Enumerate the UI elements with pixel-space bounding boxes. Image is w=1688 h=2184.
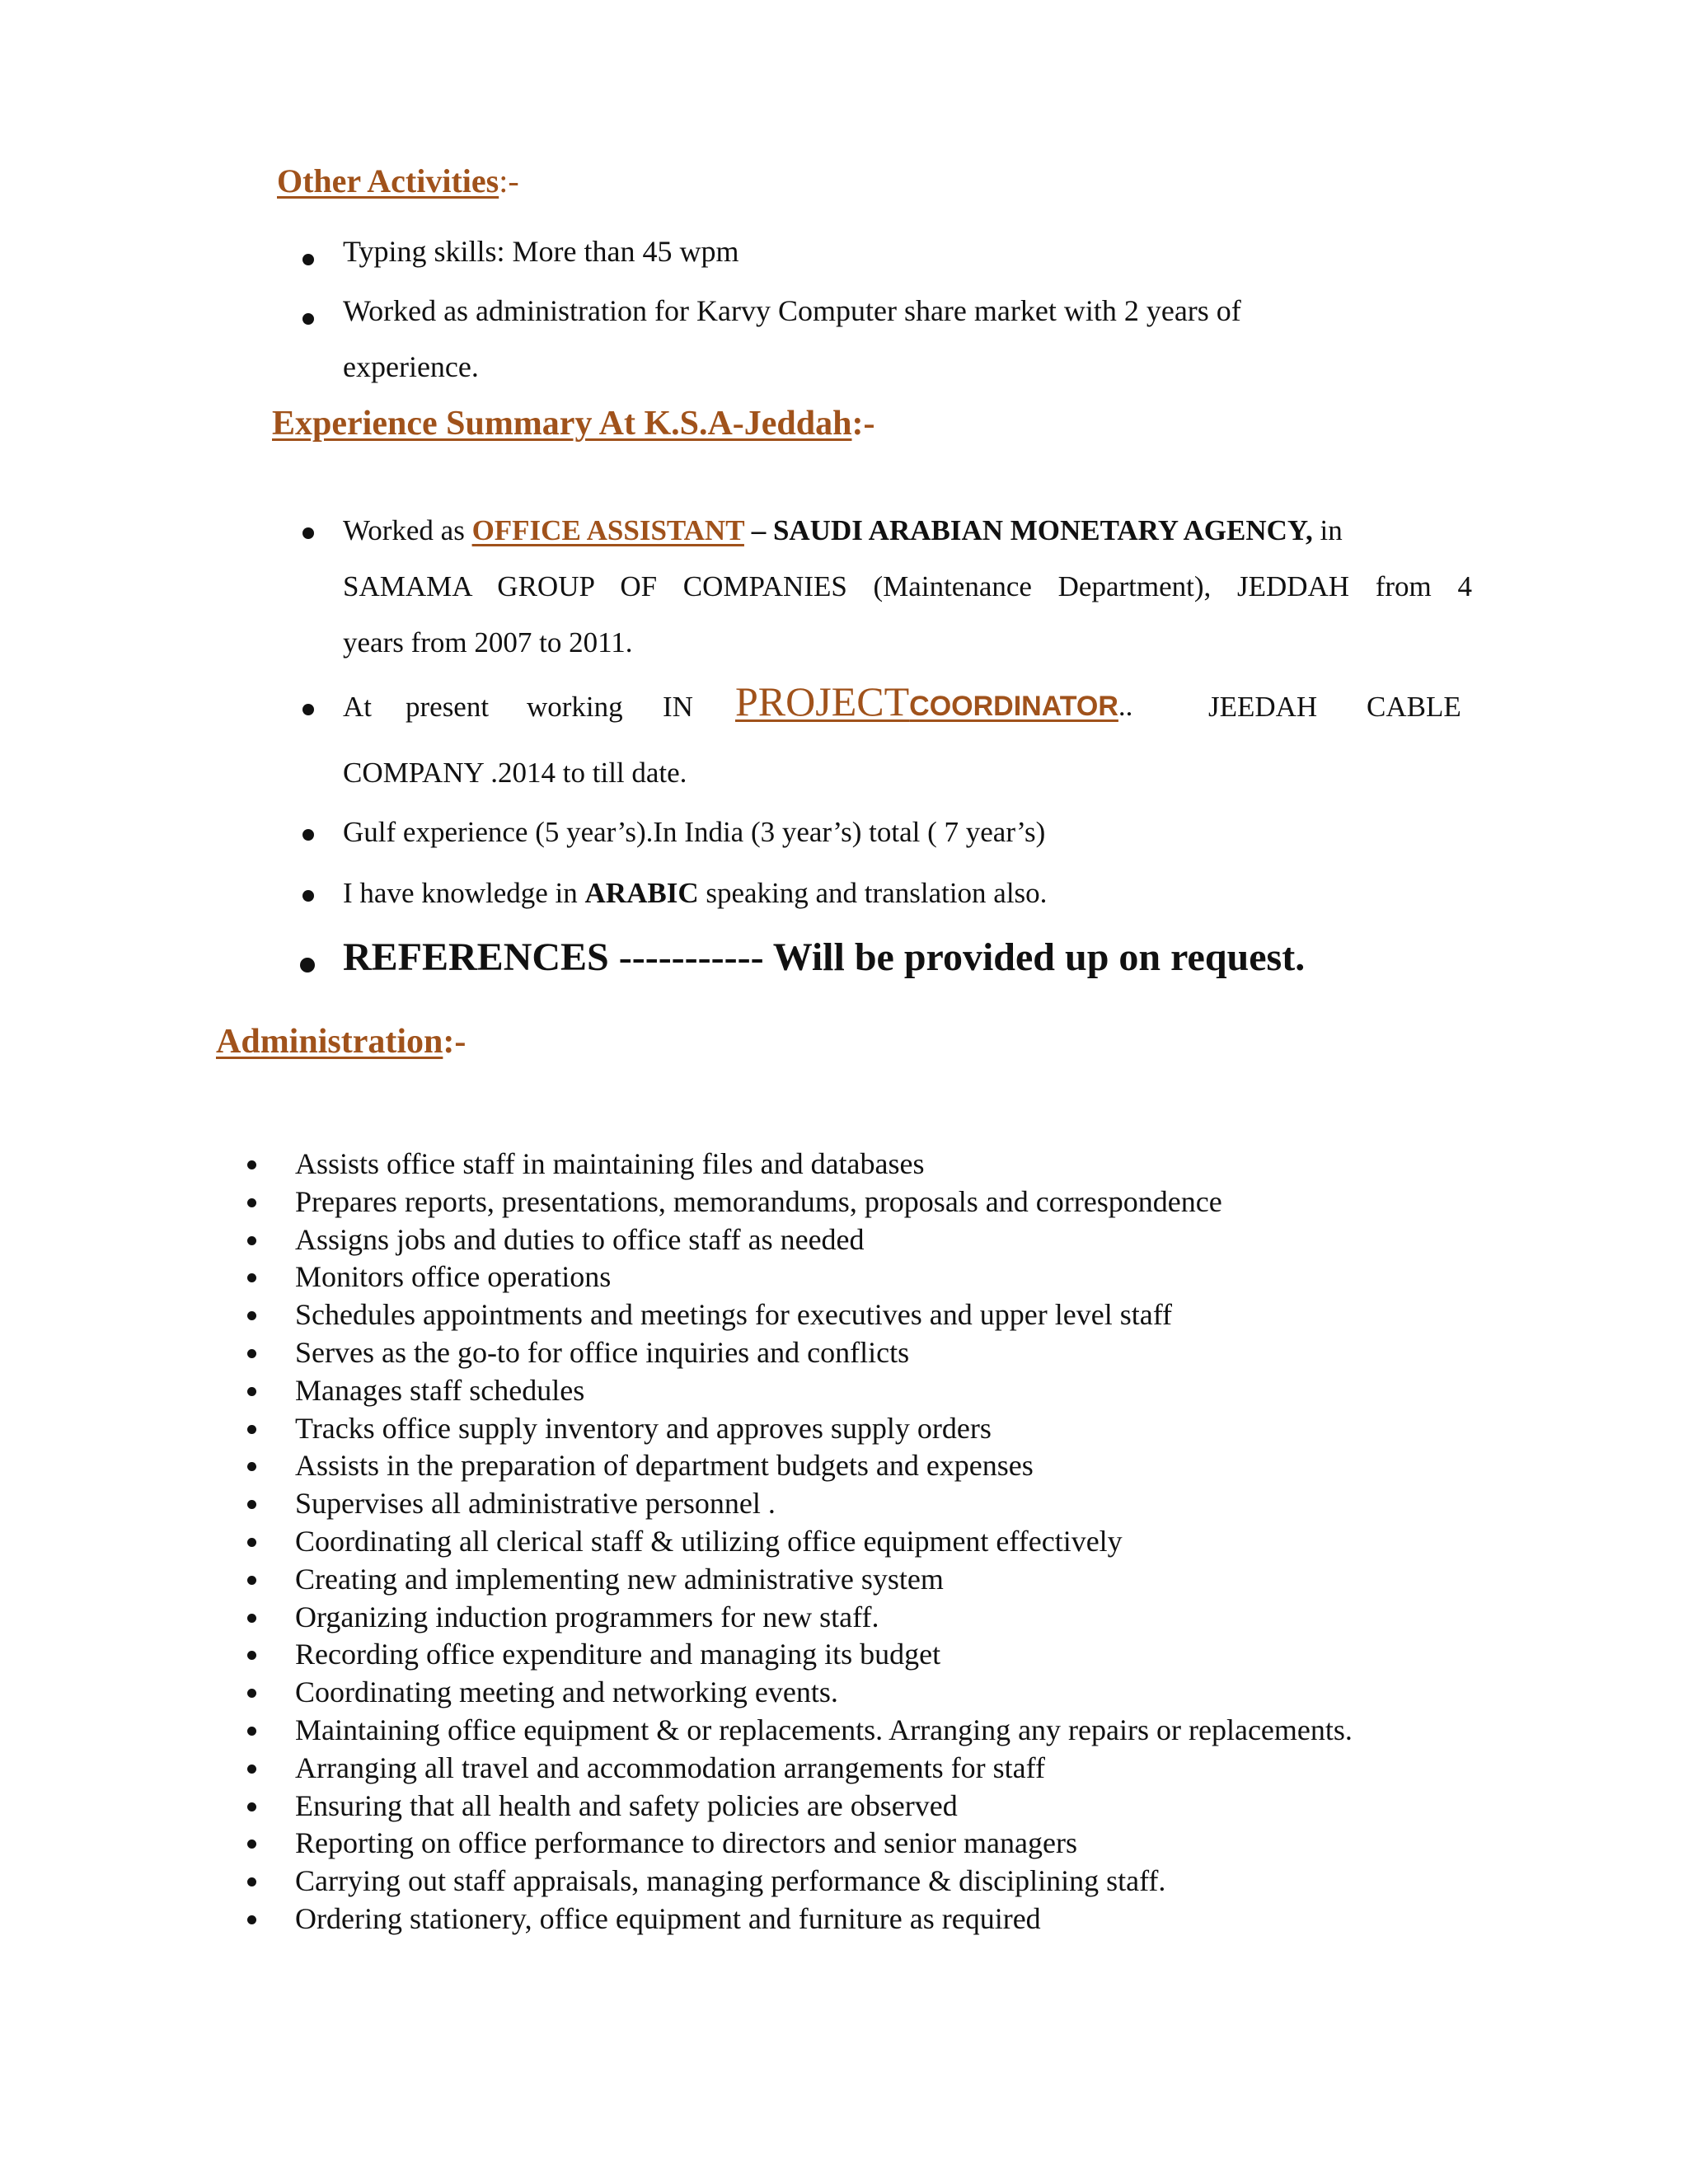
bullet-icon <box>247 1689 256 1698</box>
administration-item: Reporting on office performance to directors and senior managers <box>295 1826 1077 1859</box>
administration-item: Assigns jobs and duties to office staff as needed <box>295 1223 865 1256</box>
administration-item: Assists office staff in maintaining files and databases <box>295 1147 925 1180</box>
administration-heading <box>216 1022 466 1062</box>
word-jeedah: JEEDAH <box>1208 691 1318 723</box>
experience-item-gulf: Gulf experience (5 year’s).In India (3 year’s) total ( 7 year’s) <box>343 816 1046 848</box>
other-activity-item: Worked as administration for Karvy Computer share market with 2 years of <box>343 294 1241 327</box>
word-cable: CABLE <box>1367 691 1461 723</box>
bullet-icon <box>302 527 314 539</box>
other-activities-heading <box>277 162 519 200</box>
administration-title: Administration <box>216 1023 443 1061</box>
experience-item-arabic <box>343 877 1047 910</box>
experience-item-office-assistant <box>343 514 1343 547</box>
bullet-icon <box>247 1311 256 1320</box>
experience-summary-suffix: :- <box>851 405 875 443</box>
administration-item: Schedules appointments and meetings for executives and upper level staff <box>295 1298 1173 1331</box>
administration-item: Ensuring that all health and safety policies are observed <box>295 1789 958 1822</box>
administration-item: Arranging all travel and accommodation arrangements for staff <box>295 1751 1045 1784</box>
administration-item: Carrying out staff appraisals, managing performance & disciplining staff. <box>295 1864 1166 1897</box>
experience-item-prefix: Worked as <box>343 514 472 546</box>
word-in: IN <box>663 691 693 723</box>
org-sama: – SAUDI ARABIAN MONETARY AGENCY, <box>743 514 1313 546</box>
bullet-icon <box>247 1198 256 1207</box>
coordinator-dots: .. <box>1118 690 1133 722</box>
bullet-icon <box>247 1462 256 1471</box>
bullet-icon <box>247 1802 256 1811</box>
bullet-icon <box>247 1236 256 1245</box>
administration-item: Organizing induction programmers for new staff. <box>295 1601 879 1633</box>
project-coordinator-title <box>735 677 1132 725</box>
administration-item: Recording office expenditure and managing its budget <box>295 1638 941 1671</box>
administration-item: Coordinating all clerical staff & utilizing office equipment effectively <box>295 1525 1123 1558</box>
word-present: present <box>406 691 490 723</box>
bullet-icon <box>247 1349 256 1358</box>
arabic-suffix: speaking and translation also. <box>698 877 1048 909</box>
project-word: PROJECT <box>735 678 910 724</box>
administration-suffix: :- <box>443 1023 467 1061</box>
other-activity-item: Typing skills: More than 45 wpm <box>343 235 739 268</box>
bullet-icon <box>247 1840 256 1849</box>
role-office-assistant: OFFICE ASSISTANT <box>471 514 744 546</box>
administration-item: Assists in the preparation of department budgets and expenses <box>295 1449 1034 1482</box>
word-working: working <box>527 691 623 723</box>
bullet-icon <box>247 1425 256 1434</box>
experience-summary-title: Experience Summary At K.S.A-Jeddah <box>272 405 852 443</box>
administration-item: Prepares reports, presentations, memorandums, proposals and correspondence <box>295 1185 1222 1218</box>
bullet-icon <box>247 1500 256 1509</box>
administration-item: Creating and implementing new administrative system <box>295 1563 944 1596</box>
bullet-icon <box>302 704 314 715</box>
bullet-icon <box>247 1651 256 1660</box>
bullet-icon <box>247 1160 256 1169</box>
bullet-icon <box>247 1538 256 1547</box>
experience-item-line: COMPANY .2014 to till date. <box>343 757 687 789</box>
other-activities-suffix: :- <box>499 162 519 199</box>
word-at: At <box>343 691 372 723</box>
other-activity-item-continued: experience. <box>343 350 479 383</box>
bullet-icon <box>247 1765 256 1774</box>
experience-item-line: years from 2007 to 2011. <box>343 626 633 658</box>
other-activities-title: Other Activities <box>277 162 499 199</box>
administration-item: Serves as the go-to for office inquiries and conflicts <box>295 1336 910 1369</box>
bullet-icon <box>247 1614 256 1623</box>
bullet-icon <box>302 313 314 325</box>
bullet-icon <box>247 1273 256 1282</box>
bullet-icon <box>247 1576 256 1585</box>
administration-item: Ordering stationery, office equipment and furniture as required <box>295 1902 1041 1935</box>
bullet-icon <box>247 1877 256 1886</box>
administration-item: Manages staff schedules <box>295 1374 585 1407</box>
administration-item: Tracks office supply inventory and approves supply orders <box>295 1412 992 1445</box>
bullet-icon <box>247 1915 256 1924</box>
administration-item: Monitors office operations <box>295 1260 612 1293</box>
bullet-icon <box>302 254 314 265</box>
bullet-icon <box>247 1727 256 1736</box>
experience-item-in: in <box>1312 514 1343 546</box>
experience-summary-heading <box>272 404 874 443</box>
administration-item: Maintaining office equipment & or replacements. Arranging any repairs or replacements. <box>295 1713 1353 1746</box>
experience-item-line: SAMAMA GROUP OF COMPANIES (Maintenance Department), JEDDAH from 4 <box>343 570 1472 602</box>
bullet-icon <box>300 958 315 972</box>
arabic-word: ARABIC <box>584 877 699 909</box>
administration-item: Coordinating meeting and networking events. <box>295 1675 838 1708</box>
references-line: REFERENCES ----------- Will be provided up on request. <box>343 935 1306 979</box>
bullet-icon <box>247 1387 256 1396</box>
arabic-prefix: I have knowledge in <box>343 877 585 909</box>
administration-item: Supervises all administrative personnel . <box>295 1487 776 1520</box>
coordinator-word: COORDINATOR <box>909 691 1118 722</box>
bullet-icon <box>302 890 314 902</box>
bullet-icon <box>302 829 314 841</box>
